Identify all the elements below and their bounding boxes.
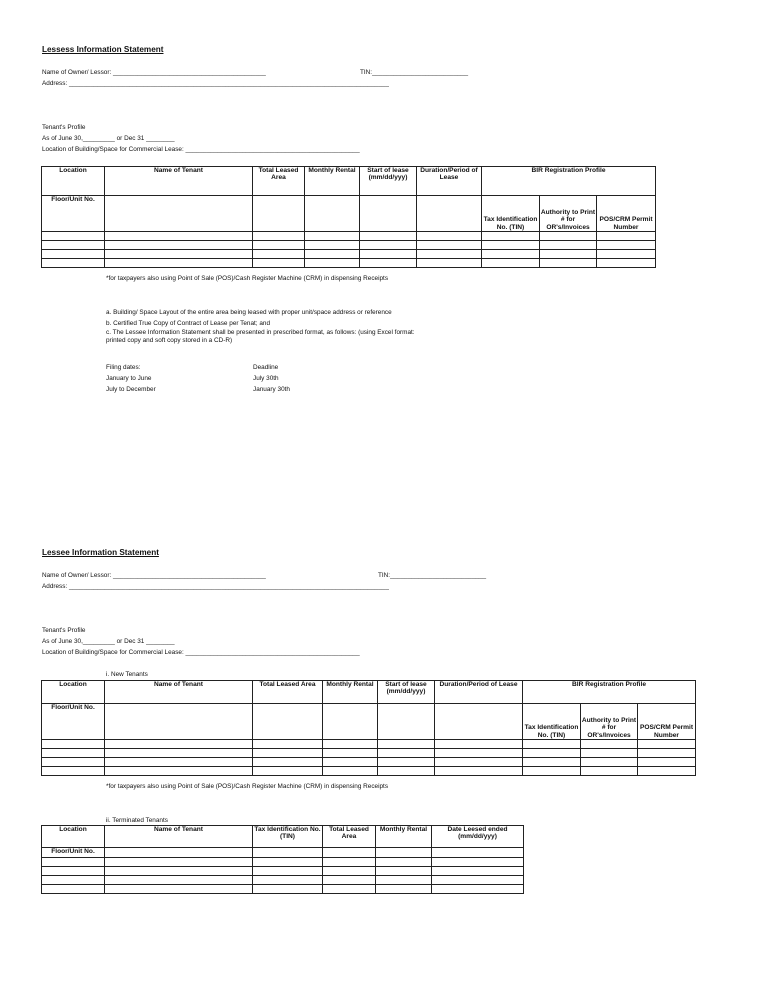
location-building-line: Location of Building/Space for Commercial Lease: _________________________________________________: [42, 146, 360, 153]
subheader-floor-unit: Floor/Unit No.: [42, 848, 105, 858]
table-row: [42, 758, 696, 767]
table-row: [42, 858, 524, 867]
header-monthly-rental: Monthly Rental: [376, 826, 432, 848]
owner-lessor-line: Name of Owner/ Lessor: ___________________________________________: [42, 572, 266, 579]
tenant-profile-label: Tenant's Profile: [42, 124, 86, 131]
header-name-of-tenant: Name of Tenant: [105, 681, 253, 704]
as-of-line: As of June 30,_________ or Dec 31 ________: [42, 135, 175, 142]
filing-period-1: January to June: [106, 375, 152, 382]
table-row: [42, 767, 696, 776]
header-total-leased-area: Total Leased Area: [253, 167, 305, 196]
footnote-top: *for taxpayers also using Point of Sale (POS)/Cash Register Machine (CRM) in dispensing Receipts: [106, 275, 389, 282]
header-monthly-rental: Monthly Rental: [323, 681, 378, 704]
header-date-ended: Date Leesed ended (mm/dd/yyy): [432, 826, 524, 848]
header-location: Location: [42, 826, 105, 848]
terminated-tenants-table: [41, 825, 524, 894]
subheader-floor-unit: Floor/Unit No.: [42, 704, 105, 740]
filing-dates-label: Filing dates:: [106, 364, 141, 371]
subheader-floor-unit: Floor/Unit No.: [42, 196, 105, 232]
tin-line: TIN:___________________________: [360, 69, 469, 76]
header-duration: Duration/Period of Lease: [435, 681, 523, 704]
owner-lessor-line: Name of Owner/ Lessor: ___________________________________________: [42, 69, 266, 76]
location-building-line: Location of Building/Space for Commercial Lease: _________________________________________________: [42, 649, 360, 656]
header-location: Location: [42, 681, 105, 704]
table-row: [42, 259, 656, 268]
header-start-of-lease: Start of lease (mm/dd/yyy): [360, 167, 417, 196]
table-row: [42, 867, 524, 876]
header-tin: Tax Identification No. (TIN): [253, 826, 323, 848]
form-title-top: Lessess Information Statement: [42, 45, 164, 54]
requirement-c: c. The Lessee Information Statement shall be presented in prescribed format, as follows: (using Excel format:: [106, 329, 415, 336]
header-bir-profile: BIR Registration Profile: [482, 167, 656, 196]
requirement-b: b. Certified True Copy of Contract of Lease per Tenat; and: [106, 320, 271, 327]
table-row: [42, 885, 524, 894]
table-row: [42, 876, 524, 885]
subheader-pos-crm: POS/CRM Permit Number: [638, 704, 696, 740]
header-start-of-lease: Start of lease (mm/dd/yyy): [378, 681, 435, 704]
address-line: Address: __________________________________________________________________________________________: [42, 80, 389, 87]
as-of-line: As of June 30,_________ or Dec 31 ________: [42, 638, 175, 645]
footnote-bottom: *for taxpayers also using Point of Sale (POS)/Cash Register Machine (CRM) in dispensing Receipts: [106, 783, 389, 790]
header-name-of-tenant: Name of Tenant: [105, 167, 253, 196]
form-title-bottom: Lessee Information Statement: [42, 548, 159, 557]
header-bir-profile: BIR Registration Profile: [523, 681, 696, 704]
header-duration: Duration/Period of Lease: [417, 167, 482, 196]
table-row: [42, 250, 656, 259]
filing-period-2: July to December: [106, 386, 156, 393]
subheader-tin: Tax Identification No. (TIN): [482, 196, 540, 232]
requirement-a: a. Building/ Space Layout of the entire area being leased with proper unit/space address or reference: [106, 309, 392, 316]
subheader-authority: Authority to Print # for OR's/Invoices: [581, 704, 638, 740]
header-monthly-rental: Monthly Rental: [305, 167, 360, 196]
table-row: [42, 749, 696, 758]
new-tenants-label: i. New Tenants: [106, 671, 148, 678]
new-tenants-table: [41, 680, 696, 776]
deadline-label: Deadline: [253, 364, 279, 371]
header-total-leased-area: Total Leased Area: [323, 826, 376, 848]
table-row: [42, 740, 696, 749]
table-row: [42, 241, 656, 250]
filing-deadline-2: January 30th: [253, 386, 290, 393]
filing-deadline-1: July 30th: [253, 375, 279, 382]
subheader-pos-crm: POS/CRM Permit Number: [597, 196, 656, 232]
subheader-tin: Tax Identification No. (TIN): [523, 704, 581, 740]
table-row: [42, 232, 656, 241]
header-name-of-tenant: Name of Tenant: [105, 826, 253, 848]
requirement-c-cont: printed copy and soft copy stored in a CD-R): [106, 337, 233, 344]
terminated-tenants-label: ii. Terminated Tenants: [106, 817, 168, 824]
address-line: Address: __________________________________________________________________________________________: [42, 583, 389, 590]
header-total-leased-area: Total Leased Area: [253, 681, 323, 704]
tenant-profile-table-top: [41, 166, 656, 268]
subheader-authority: Authority to Print # for OR's/Invoices: [540, 196, 597, 232]
tin-line: TIN:___________________________: [378, 572, 487, 579]
header-location: Location: [42, 167, 105, 196]
tenant-profile-label: Tenant's Profile: [42, 627, 86, 634]
